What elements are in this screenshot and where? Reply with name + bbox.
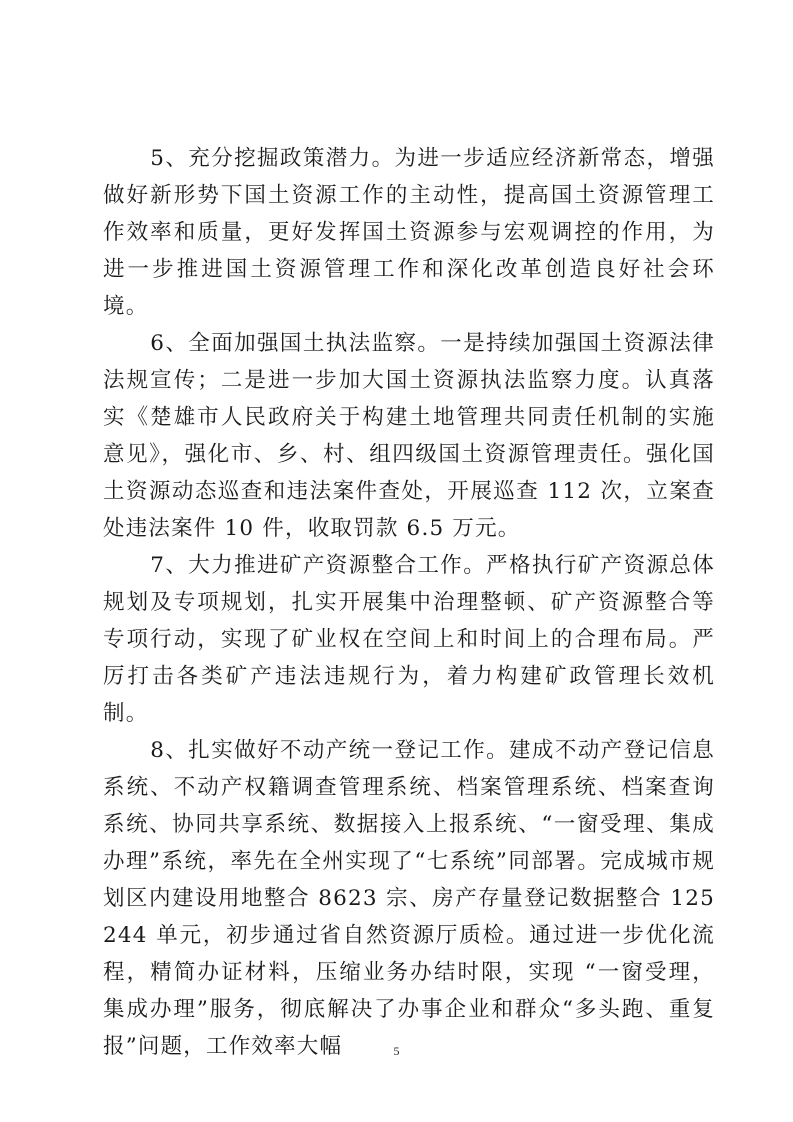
paragraph-item-8: 8、扎实做好不动产统一登记工作。建成不动产登记信息系统、不动产权籍调查管理系统、档案管理系统、档案查询系统、协同共享系统、数据接入上报系统、“一窗受理、集成办理”系统，率先在全州实现了“七系统”同部署。完成城市规划区内建设用地整合 8623 宗、房产存量登记数据整合 125244 单元，初步通过省自然资源厅质检。通过进一步优化流程，精简办证材料，压缩业务办结时限，实现 “一窗受理， 集成办理”服务，彻底解决了办事企业和群众“多头跑、重复报”问题，工作效率大幅 <box>103 738 715 1059</box>
document-body <box>103 140 715 1065</box>
paragraph-item-6: 6、全面加强国土执法监察。一是持续加强国土资源法律法规宣传；二是进一步加大国土资源执法监察力度。认真落实《楚雄市人民政府关于构建土地管理共同责任机制的实施意见》，强化市、乡、村、组四级国土资源管理责任。强化国土资源动态巡查和违法案件查处，开展巡查 112 次，立案查处违法案件 10 件，收取罚款 6.5 万元。 <box>103 331 715 541</box>
paragraph-item-5: 5、充分挖掘政策潜力。为进一步适应经济新常态，增强做好新形势下国土资源工作的主动性，提高国土资源管理工作效率和质量，更好发挥国土资源参与宏观调控的作用，为进一步推进国土资源管理工作和深化改革创造良好社会环境。 <box>103 146 715 319</box>
paragraph-item-7: 7、大力推进矿产资源整合工作。严格执行矿产资源总体规划及专项规划，扎实开展集中治理整顿、矿产资源整合等专项行动，实现了矿业权在空间上和时间上的合理布局。严厉打击各类矿产违法违规行为，着力构建矿政管理长效机制。 <box>103 553 715 726</box>
page-number: 5 <box>393 1044 400 1058</box>
